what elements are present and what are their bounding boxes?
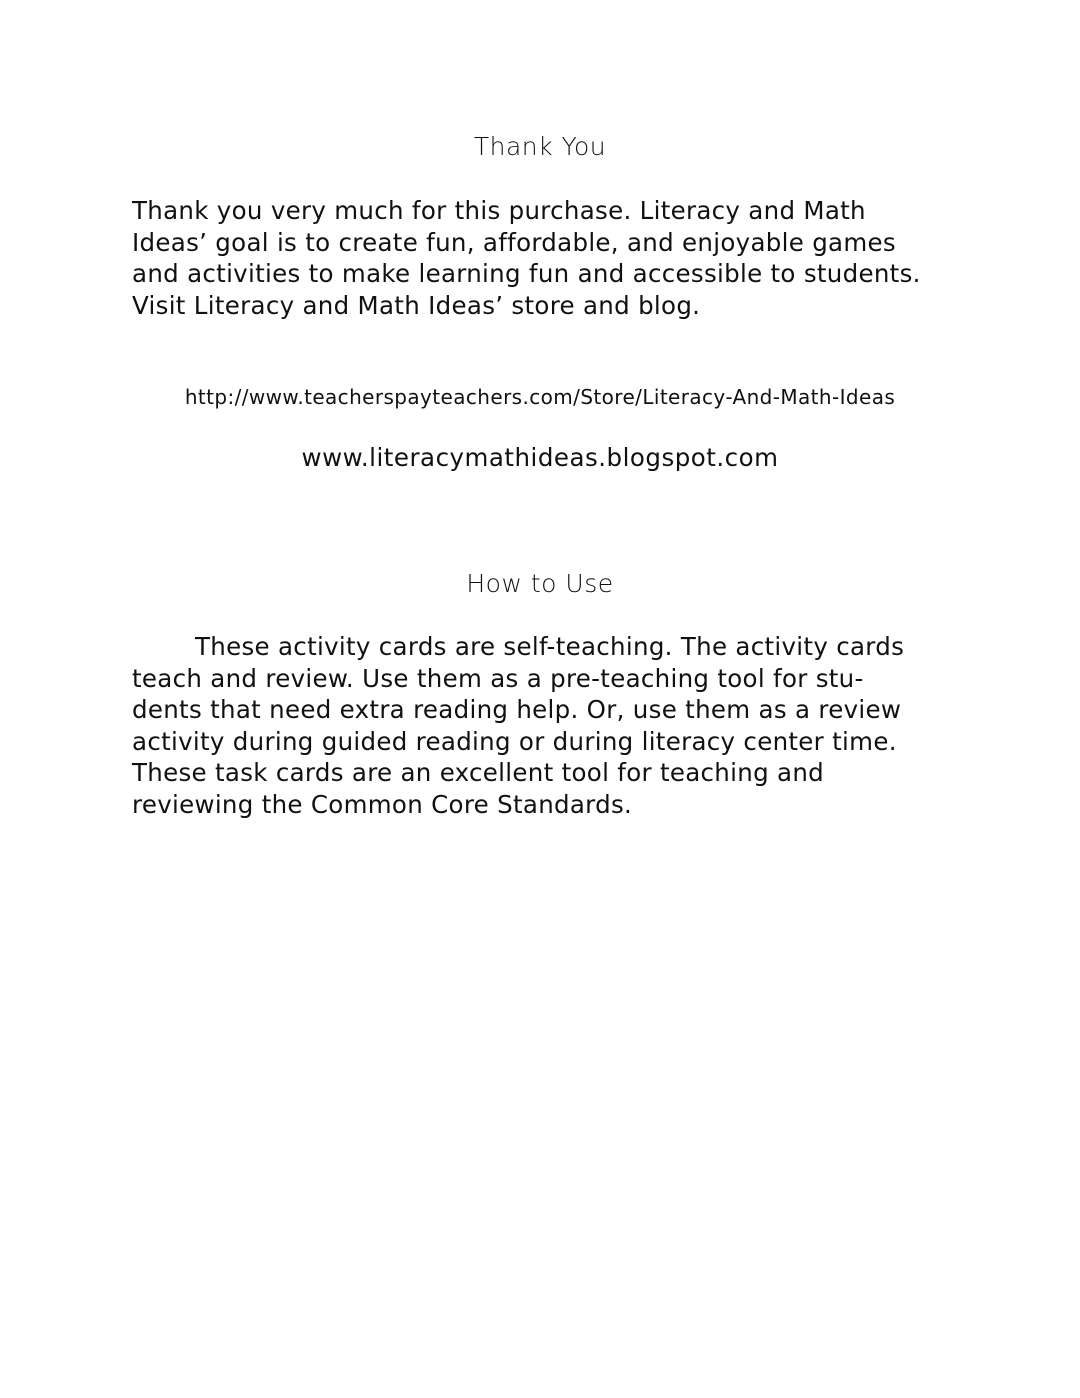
how-to-use-line bbox=[132, 631, 962, 663]
thank-you-line: Thank you very much for this purchase. Literacy and Math bbox=[132, 196, 866, 225]
thank-you-line: Visit Literacy and Math Ideas’ store and blog. bbox=[132, 290, 701, 320]
how-to-use-heading: How to Use bbox=[466, 569, 614, 598]
blog-link[interactable]: www.literacymathideas.blogspot.com bbox=[301, 443, 779, 472]
thank-you-line: and activities to make learning fun and accessible to students. bbox=[132, 259, 921, 288]
how-to-use-line: These task cards are an excellent tool for teaching and bbox=[132, 758, 824, 787]
how-to-use-line: reviewing the Common Core Standards. bbox=[132, 789, 633, 819]
how-to-use-line-text: These activity cards are self-teaching. The activity cards bbox=[195, 632, 905, 661]
how-to-use-line: teach and review. Use them as a pre-teaching tool for stu- bbox=[132, 663, 864, 693]
thank-you-line: Ideas’ goal is to create fun, affordable, and enjoyable games bbox=[132, 227, 896, 257]
how-to-use-line: dents that need extra reading help. Or, use them as a review bbox=[132, 695, 902, 724]
thank-you-heading: Thank You bbox=[473, 132, 607, 161]
store-link[interactable]: http://www.teacherspayteachers.com/Store/Literacy-And-Math-Ideas bbox=[184, 385, 896, 409]
how-to-use-paragraph bbox=[132, 631, 962, 820]
thank-you-paragraph bbox=[132, 195, 962, 321]
how-to-use-line: activity during guided reading or during literacy center time. bbox=[132, 726, 897, 756]
